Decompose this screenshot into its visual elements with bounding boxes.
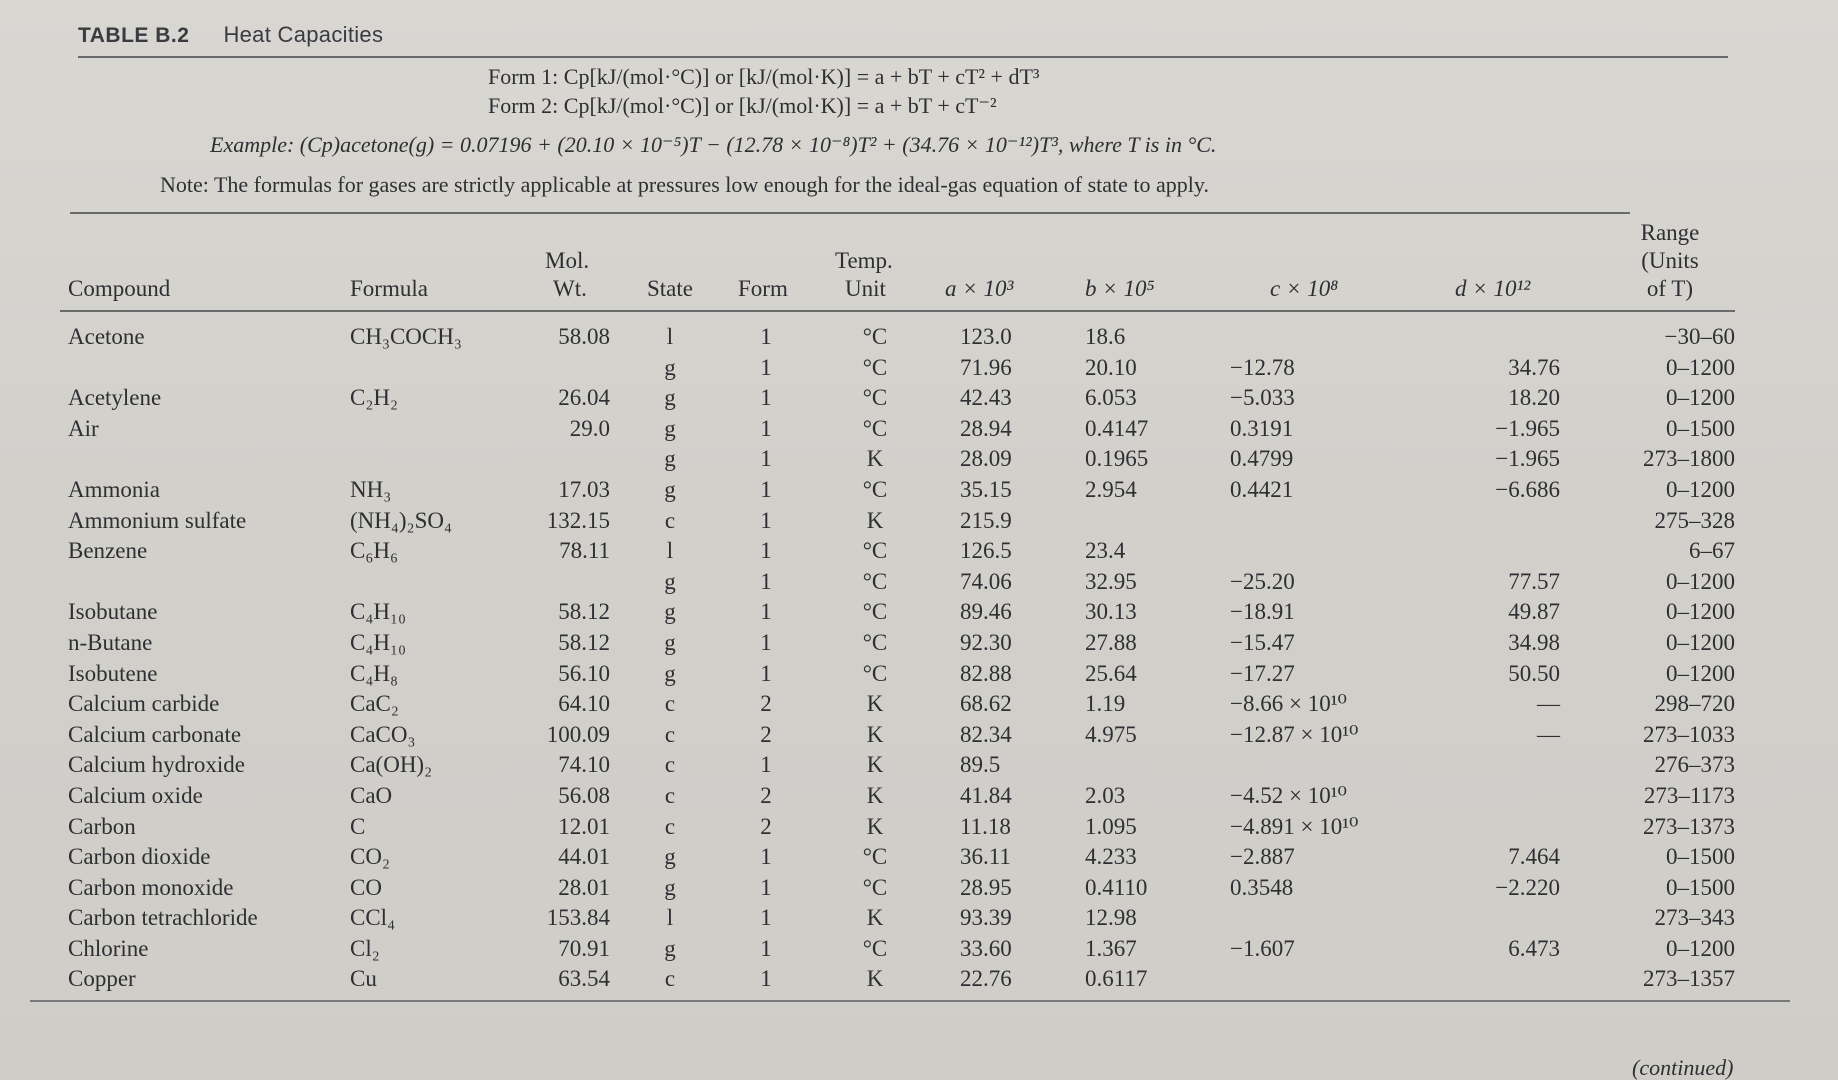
- cell-form: 1: [760, 935, 772, 961]
- cell-d: 7.464: [1508, 844, 1560, 870]
- cell-range: 0–1200: [1666, 660, 1735, 686]
- cell-a: 71.96: [960, 354, 1012, 380]
- cell-state: g: [664, 874, 676, 900]
- cell-d: 50.50: [1508, 660, 1560, 686]
- cell-form: 1: [760, 568, 772, 594]
- cell-tu: °C: [862, 538, 888, 564]
- cell-state: g: [664, 629, 676, 655]
- col-tempunit-1: Temp.: [835, 248, 893, 273]
- cell-range: 273–1357: [1643, 966, 1735, 992]
- cell-form: 1: [760, 874, 772, 900]
- cell-mw: 26.04: [558, 385, 610, 411]
- table-header: [78, 22, 383, 48]
- cell-range: 0–1500: [1666, 874, 1735, 900]
- cell-compound: Benzene: [68, 538, 148, 564]
- cell-tu: K: [866, 813, 884, 839]
- cell-form: 1: [760, 752, 772, 778]
- cell-state: c: [664, 507, 676, 533]
- header-rule: [60, 310, 1735, 312]
- cell-form: 1: [760, 538, 772, 564]
- cell-tu: °C: [862, 476, 888, 502]
- cell-mw: 17.03: [558, 476, 610, 502]
- cell-a: 215.9: [960, 507, 1012, 533]
- cell-compound: Ammonia: [68, 476, 160, 502]
- table-row: [0, 536, 1838, 567]
- cell-mw: 153.84: [546, 905, 610, 931]
- cell-b: 12.98: [1085, 905, 1137, 931]
- cell-range: 273–1373: [1643, 813, 1735, 839]
- cell-b: 25.64: [1085, 660, 1137, 686]
- cell-state: g: [664, 660, 676, 686]
- cell-compound: Carbon dioxide: [68, 844, 211, 870]
- example-line: Example: (Cp)acetone(g) = 0.07196 + (20.10 × 10⁻⁵)T − (12.78 × 10⁻⁸)T² + (34.76 × 10⁻¹²)T³, where T is in °C.: [210, 132, 1217, 157]
- cell-form: 1: [760, 476, 772, 502]
- cell-mw: 70.91: [558, 935, 610, 961]
- cell-b: 1.19: [1085, 691, 1126, 717]
- cell-state: g: [664, 476, 676, 502]
- cell-form: 1: [760, 599, 772, 625]
- cell-b: 2.03: [1085, 782, 1126, 808]
- cell-tu: °C: [862, 385, 888, 411]
- cell-formula: C₄H₈: [350, 660, 398, 686]
- table-row: [0, 689, 1838, 720]
- cell-mw: 132.15: [546, 507, 610, 533]
- cell-formula: CaCO₃: [350, 721, 416, 747]
- cell-mw: 29.0: [569, 415, 610, 441]
- cell-compound: Acetylene: [68, 385, 162, 411]
- table-row: [0, 628, 1838, 659]
- cell-state: l: [666, 324, 674, 349]
- cell-c: −4.52 × 10¹⁰: [1230, 782, 1347, 808]
- table-row: [0, 781, 1838, 812]
- cell-d: 77.57: [1508, 568, 1560, 594]
- cell-formula: CO₂: [350, 844, 390, 870]
- table-row: [0, 597, 1838, 628]
- cell-a: 28.94: [960, 415, 1012, 441]
- col-c: c × 10⁸: [1270, 276, 1339, 301]
- cell-c: 0.4421: [1230, 476, 1294, 502]
- cell-tu: °C: [862, 874, 888, 900]
- table-row: [0, 659, 1838, 690]
- cell-a: 82.88: [960, 660, 1012, 686]
- table-row: [0, 475, 1838, 506]
- cell-form: 1: [760, 966, 772, 992]
- col-form: Form: [738, 276, 788, 301]
- cell-form: 1: [760, 905, 772, 931]
- cell-compound: Calcium oxide: [68, 782, 203, 808]
- cell-mw: 74.10: [558, 752, 610, 778]
- table-row: [0, 414, 1838, 445]
- cell-range: 0–1200: [1666, 568, 1735, 594]
- cell-state: g: [664, 415, 676, 441]
- cell-mw: 28.01: [558, 874, 610, 900]
- cell-compound: Isobutane: [68, 599, 158, 625]
- cell-tu: K: [866, 507, 884, 533]
- cell-a: 22.76: [960, 966, 1012, 992]
- cell-state: g: [664, 935, 676, 961]
- cell-c: 0.3191: [1230, 415, 1294, 441]
- cell-range: 0–1500: [1666, 415, 1735, 441]
- table-row: [0, 444, 1838, 475]
- cell-form: 1: [760, 385, 772, 411]
- cell-compound: Ammonium sulfate: [68, 507, 247, 533]
- col-formula: Formula: [350, 276, 428, 301]
- bottom-rule: [30, 1000, 1790, 1002]
- cell-tu: K: [866, 721, 884, 747]
- cell-compound: Chlorine: [68, 935, 149, 961]
- cell-compound: n-Butane: [68, 629, 153, 655]
- cell-tu: °C: [862, 568, 888, 594]
- cell-b: 18.6: [1085, 324, 1126, 349]
- cell-formula: Cl₂: [350, 935, 380, 961]
- cell-d: —: [1537, 691, 1560, 717]
- cell-state: l: [666, 538, 674, 564]
- cell-b: 6.053: [1085, 385, 1137, 411]
- cell-compound: Calcium hydroxide: [68, 752, 245, 778]
- cell-mw: 56.08: [558, 782, 610, 808]
- cell-a: 41.84: [960, 782, 1012, 808]
- column-headers: [0, 215, 1838, 310]
- cell-a: 28.95: [960, 874, 1012, 900]
- table-row: [0, 812, 1838, 843]
- cell-d: −1.965: [1495, 446, 1560, 472]
- cell-state: g: [664, 568, 676, 594]
- cell-a: 93.39: [960, 905, 1012, 931]
- table-id: TABLE B.2: [78, 24, 190, 47]
- col-molwt-1: Mol.: [545, 248, 590, 273]
- cell-state: g: [664, 354, 676, 380]
- cell-c: −17.27: [1230, 660, 1295, 686]
- cell-range: 298–720: [1654, 691, 1735, 717]
- cell-a: 82.34: [960, 721, 1012, 747]
- cell-state: c: [664, 752, 676, 778]
- cell-c: −12.87 × 10¹⁰: [1230, 721, 1359, 747]
- cell-d: —: [1537, 721, 1560, 747]
- cell-state: l: [666, 905, 674, 931]
- table-row: [0, 322, 1838, 353]
- cell-form: 2: [760, 813, 772, 839]
- cell-state: g: [664, 844, 676, 870]
- cell-form: 1: [760, 446, 772, 472]
- cell-c: −12.78: [1230, 354, 1295, 380]
- cell-form: 2: [760, 782, 772, 808]
- cell-b: 20.10: [1085, 354, 1137, 380]
- col-range-3: of T): [1646, 276, 1694, 301]
- cell-tu: °C: [862, 660, 888, 686]
- cell-range: 273–1173: [1643, 782, 1735, 808]
- cell-form: 1: [760, 354, 772, 380]
- cell-b: 4.233: [1085, 844, 1137, 870]
- cell-d: 34.76: [1508, 354, 1560, 380]
- cell-form: 1: [760, 629, 772, 655]
- cell-b: 32.95: [1085, 568, 1137, 594]
- top-rule: [78, 56, 1728, 58]
- cell-d: 18.20: [1508, 385, 1560, 411]
- form-1-equation: Form 1: Cp[kJ/(mol·°C)] or [kJ/(mol·K)] = a + bT + cT² + dT³: [488, 64, 1040, 89]
- cell-a: 42.43: [960, 385, 1012, 411]
- cell-tu: K: [866, 752, 884, 778]
- cell-d: −6.686: [1495, 476, 1560, 502]
- cell-formula: NH₃: [350, 476, 392, 502]
- cell-range: 0–1200: [1666, 935, 1735, 961]
- cell-mw: 63.54: [558, 966, 610, 992]
- cell-state: g: [664, 599, 676, 625]
- table-row: [0, 842, 1838, 873]
- cell-b: 27.88: [1085, 629, 1137, 655]
- cell-form: 2: [760, 691, 772, 717]
- cell-range: 0–1200: [1666, 599, 1735, 625]
- cell-range: 273–343: [1654, 905, 1735, 931]
- cell-mw: 64.10: [558, 691, 610, 717]
- note-line: Note: The formulas for gases are strictly applicable at pressures low enough for the ideal-gas equation of state to apply.: [160, 172, 1209, 197]
- cell-form: 1: [760, 660, 772, 686]
- cell-range: −30–60: [1664, 324, 1735, 349]
- cell-b: 2.954: [1085, 476, 1137, 502]
- table-row: [0, 903, 1838, 934]
- col-d: d × 10¹²: [1455, 276, 1531, 301]
- col-range-1: Range: [1640, 220, 1700, 245]
- cell-a: 92.30: [960, 629, 1012, 655]
- cell-tu: °C: [862, 844, 888, 870]
- cell-state: c: [664, 813, 676, 839]
- cell-state: g: [664, 446, 676, 472]
- cell-tu: °C: [862, 354, 888, 380]
- form-2-equation: Form 2: Cp[kJ/(mol·°C)] or [kJ/(mol·K)] = a + bT + cT⁻²: [488, 93, 997, 118]
- cell-tu: K: [866, 905, 884, 931]
- cell-b: 23.4: [1085, 538, 1126, 564]
- cell-b: 0.4147: [1085, 415, 1149, 441]
- cell-mw: 78.11: [559, 538, 610, 564]
- cell-range: 0–1500: [1666, 844, 1735, 870]
- heat-capacity-table: [0, 322, 1838, 995]
- cell-range: 0–1200: [1666, 476, 1735, 502]
- cell-b: 0.1965: [1085, 446, 1149, 472]
- col-state: State: [647, 276, 693, 301]
- cell-mw: 100.09: [546, 721, 610, 747]
- cell-range: 273–1800: [1643, 446, 1735, 472]
- cell-mw: 56.10: [558, 660, 610, 686]
- cell-formula: CO: [350, 874, 382, 900]
- cell-compound: Calcium carbide: [68, 691, 220, 717]
- col-range-2: (Units: [1641, 248, 1699, 273]
- cell-c: 0.4799: [1230, 446, 1294, 472]
- cell-b: 0.4110: [1085, 874, 1148, 900]
- cell-range: 0–1200: [1666, 385, 1735, 411]
- cell-state: c: [664, 721, 676, 747]
- cell-c: −8.66 × 10¹⁰: [1230, 691, 1347, 717]
- cell-c: −15.47: [1230, 629, 1295, 655]
- cell-d: 49.87: [1508, 599, 1560, 625]
- cell-tu: °C: [862, 599, 888, 625]
- cell-b: 1.367: [1085, 935, 1137, 961]
- col-compound: Compound: [68, 276, 171, 301]
- table-row: [0, 964, 1838, 995]
- col-a: a × 10³: [945, 276, 1014, 301]
- mid-rule: [70, 212, 1630, 214]
- cell-formula: Cu: [350, 966, 377, 992]
- cell-formula: CH₃COCH₃: [350, 324, 462, 349]
- cell-compound: Isobutene: [68, 660, 158, 686]
- cell-c: −25.20: [1230, 568, 1295, 594]
- cell-b: 0.6117: [1085, 966, 1148, 992]
- table-row: [0, 353, 1838, 384]
- cell-b: 30.13: [1085, 599, 1137, 625]
- cell-a: 33.60: [960, 935, 1012, 961]
- cell-c: −2.887: [1230, 844, 1295, 870]
- cell-b: 1.095: [1085, 813, 1137, 839]
- cell-formula: C₄H₁₀: [350, 629, 407, 655]
- cell-state: c: [664, 782, 676, 808]
- cell-a: 68.62: [960, 691, 1012, 717]
- cell-d: −2.220: [1495, 874, 1560, 900]
- cell-mw: 44.01: [558, 844, 610, 870]
- col-tempunit-2: Unit: [845, 276, 886, 301]
- cell-tu: K: [866, 782, 884, 808]
- cell-d: 6.473: [1508, 935, 1560, 961]
- table-row: [0, 567, 1838, 598]
- cell-mw: 58.12: [558, 629, 610, 655]
- cell-state: c: [664, 966, 676, 992]
- cell-range: 0–1200: [1666, 629, 1735, 655]
- cell-formula: CaC₂: [350, 691, 399, 717]
- cell-c: −1.607: [1230, 935, 1295, 961]
- table-row: [0, 383, 1838, 414]
- cell-a: 28.09: [960, 446, 1012, 472]
- cell-form: 1: [760, 415, 772, 441]
- cell-c: −18.91: [1230, 599, 1295, 625]
- cell-compound: Carbon tetrachloride: [68, 905, 258, 931]
- cell-range: 276–373: [1654, 752, 1735, 778]
- cell-form: 2: [760, 721, 772, 747]
- cell-state: g: [664, 385, 676, 411]
- cell-tu: K: [866, 691, 884, 717]
- cell-compound: Calcium carbonate: [68, 721, 242, 747]
- cell-tu: K: [866, 446, 884, 472]
- cell-range: 275–328: [1654, 507, 1735, 533]
- cell-form: 1: [760, 324, 772, 349]
- cell-formula: (NH₄)₂SO₄: [350, 507, 452, 533]
- cell-formula: C₂H₂: [350, 385, 398, 411]
- cell-a: 123.0: [960, 324, 1012, 349]
- cell-range: 273–1033: [1643, 721, 1735, 747]
- table-row: [0, 873, 1838, 904]
- table-row: [0, 506, 1838, 537]
- cell-mw: 58.12: [558, 599, 610, 625]
- cell-tu: °C: [862, 415, 888, 441]
- cell-tu: °C: [862, 935, 888, 961]
- cell-form: 1: [760, 844, 772, 870]
- cell-d: 34.98: [1508, 629, 1560, 655]
- cell-compound: Copper: [68, 966, 136, 992]
- cell-compound: Carbon: [68, 813, 136, 839]
- cell-formula: Ca(OH)₂: [350, 752, 433, 778]
- cell-formula: CaO: [350, 782, 393, 808]
- continued-label: (continued): [1632, 1055, 1734, 1080]
- cell-b: 4.975: [1085, 721, 1137, 747]
- cell-c: −5.033: [1230, 385, 1295, 411]
- cell-formula: C₆H₆: [350, 538, 398, 564]
- table-row: [0, 750, 1838, 781]
- cell-a: 89.5: [960, 752, 1001, 778]
- cell-a: 36.11: [960, 844, 1011, 870]
- cell-tu: K: [866, 966, 884, 992]
- cell-mw: 12.01: [558, 813, 610, 839]
- table-title: Heat Capacities: [223, 22, 384, 47]
- cell-compound: Acetone: [68, 324, 145, 349]
- col-molwt-2: Wt.: [553, 276, 587, 301]
- cell-compound: Air: [68, 415, 99, 441]
- table-row: [0, 720, 1838, 751]
- cell-a: 74.06: [960, 568, 1012, 594]
- col-b: b × 10⁵: [1085, 276, 1155, 301]
- cell-c: 0.3548: [1230, 874, 1294, 900]
- cell-mw: 58.08: [558, 324, 610, 349]
- cell-range: 0–1200: [1666, 354, 1735, 380]
- cell-a: 35.15: [960, 476, 1012, 502]
- cell-formula: C: [350, 813, 366, 839]
- cell-a: 11.18: [960, 813, 1011, 839]
- cell-formula: CCl₄: [350, 905, 396, 931]
- cell-c: −4.891 × 10¹⁰: [1230, 813, 1359, 839]
- table-row: [0, 934, 1838, 965]
- cell-compound: Carbon monoxide: [68, 874, 234, 900]
- cell-tu: °C: [862, 324, 888, 349]
- cell-a: 89.46: [960, 599, 1012, 625]
- cell-range: 6–67: [1689, 538, 1735, 564]
- cell-d: −1.965: [1495, 415, 1560, 441]
- cell-a: 126.5: [960, 538, 1012, 564]
- cell-form: 1: [760, 507, 772, 533]
- formula-forms: [488, 62, 1039, 120]
- cell-tu: °C: [862, 629, 888, 655]
- cell-formula: C₄H₁₀: [350, 599, 407, 625]
- cell-state: c: [664, 691, 676, 717]
